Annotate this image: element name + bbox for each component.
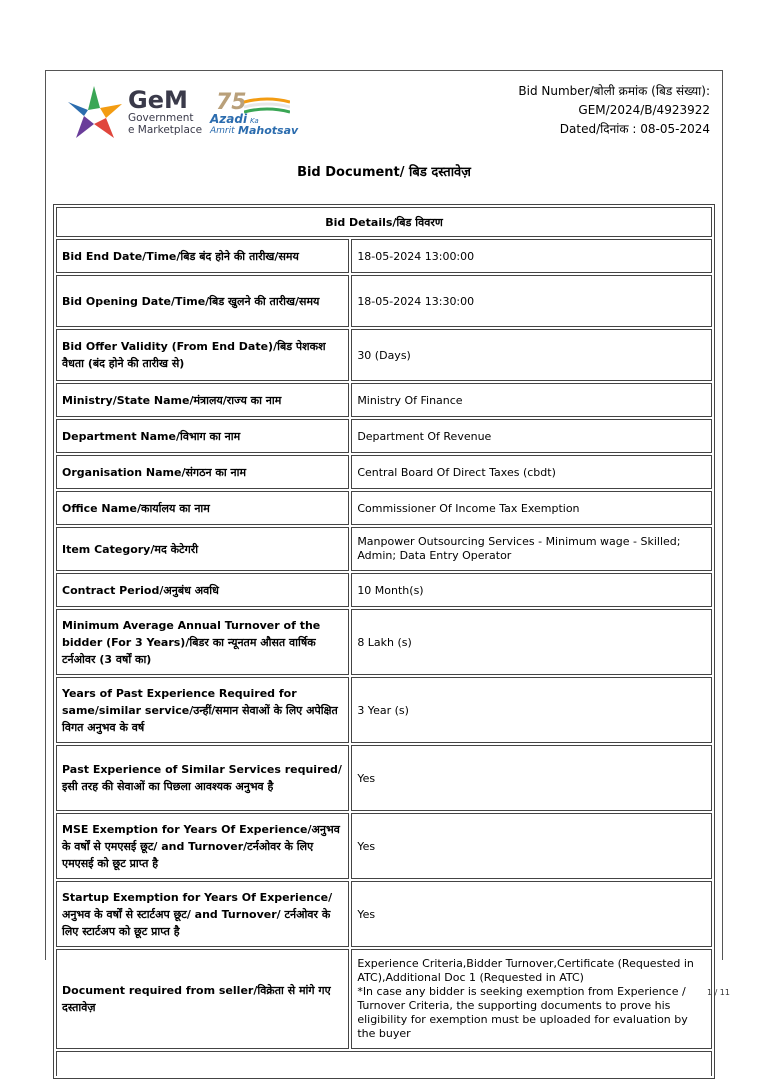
azadi-word: Azadi: [210, 112, 248, 126]
table-row: [56, 745, 712, 811]
row-value: Commissioner Of Income Tax Exemption: [351, 491, 712, 525]
table-row: [56, 491, 712, 525]
row-label: Office Name/कार्यालय का नाम: [56, 491, 349, 525]
bid-details-table: [53, 204, 715, 1079]
row-label: Document required from seller/विक्रेता से मांगे गए दस्तावेज़: [56, 949, 349, 1049]
row-value: 18-05-2024 13:00:00: [351, 239, 712, 273]
row-label: Past Experience of Similar Services required/इसी तरह की सेवाओं का पिछला आवश्यक अनुभव है: [56, 745, 349, 811]
document-title: Bid Document/ बिड दस्तावेज़: [297, 165, 471, 180]
row-label: Startup Exemption for Years Of Experience/अनुभव के वर्षों से स्टार्टअप छूट/ and Turnover/ टर्नओवर के लिए स्टार्टअप को छूट प्राप्त है: [56, 881, 349, 947]
row-label: Organisation Name/संगठन का नाम: [56, 455, 349, 489]
azadi-ka-amrit-mahotsav-logo: [210, 90, 300, 140]
page-number: 1 / 11: [706, 988, 730, 997]
table-header-row: [56, 207, 712, 237]
gem-star-icon: [64, 80, 126, 142]
row-label: MSE Exemption for Years Of Experience/अनुभव के वर्षों से एमएसई छूट/ and Turnover/टर्नओवर के लिए एमएसई को छूट प्राप्त है: [56, 813, 349, 879]
row-value: Department Of Revenue: [351, 419, 712, 453]
gem-wordmark: [128, 88, 202, 136]
row-label: Bid Opening Date/Time/बिड खुलने की तारीख/समय: [56, 275, 349, 327]
row-label: Department Name/विभाग का नाम: [56, 419, 349, 453]
table-row: [56, 573, 712, 607]
flag-stripes-icon: [244, 96, 290, 114]
row-value: Central Board Of Direct Taxes (cbdt): [351, 455, 712, 489]
row-value: 3 Year (s): [351, 677, 712, 743]
table-row: [56, 813, 712, 879]
table-heading: Bid Details/बिड विवरण: [56, 207, 712, 237]
bid-dated: Dated/दिनांक : 08-05-2024: [559, 122, 710, 136]
row-value: Yes: [351, 881, 712, 947]
gem-title: GeM: [128, 86, 188, 114]
azadi-ka: Ka: [250, 117, 259, 125]
azadi-mahotsav: Mahotsav: [238, 124, 299, 137]
table-row: [56, 383, 712, 417]
row-value: Manpower Outsourcing Services - Minimum wage - Skilled; Admin; Data Entry Operator: [351, 527, 712, 571]
row-value: 30 (Days): [351, 329, 712, 381]
row-value: 10 Month(s): [351, 573, 712, 607]
table-row: [56, 419, 712, 453]
empty-cell: [56, 1051, 712, 1076]
row-label: Minimum Average Annual Turnover of the bidder (For 3 Years)/बिडर का न्यूनतम औसत वार्षिक टर्नओवर (3 वर्षों का): [56, 609, 349, 675]
table-row: [56, 881, 712, 947]
table-row: [56, 275, 712, 327]
gem-logo: [64, 80, 304, 150]
azadi-75: 75: [216, 90, 247, 115]
table-row: [56, 239, 712, 273]
bid-number-label: Bid Number/बोली क्रमांक (बिड संख्या):: [518, 84, 710, 98]
gem-sub-marketplace: e Marketplace: [128, 124, 203, 136]
table-row: [56, 677, 712, 743]
azadi-amrit: Amrit: [210, 126, 235, 136]
table-row: [56, 329, 712, 381]
bid-header: [518, 82, 710, 139]
row-label: Item Category/मद केटेगरी: [56, 527, 349, 571]
row-value: Yes: [351, 813, 712, 879]
row-value: Yes: [351, 745, 712, 811]
row-label: Bid Offer Validity (From End Date)/बिड पेशकश वैधता (बंद होने की तारीख से): [56, 329, 349, 381]
table-row: [56, 527, 712, 571]
row-value: 8 Lakh (s): [351, 609, 712, 675]
row-label: Years of Past Experience Required for same/similar service/उन्हीं/समान सेवाओं के लिए अपेक्षित विगत अनुभव के वर्ष: [56, 677, 349, 743]
row-value: Ministry Of Finance: [351, 383, 712, 417]
table-row-empty: [56, 1051, 712, 1076]
row-value: 18-05-2024 13:30:00: [351, 275, 712, 327]
row-label: Contract Period/अनुबंध अवधि: [56, 573, 349, 607]
row-label: Ministry/State Name/मंत्रालय/राज्य का नाम: [56, 383, 349, 417]
gem-sub-government: Government: [128, 112, 194, 124]
table-row: [56, 455, 712, 489]
bid-number: GEM/2024/B/4923922: [578, 103, 710, 117]
table-row: [56, 949, 712, 1049]
table-row: [56, 609, 712, 675]
row-value: Experience Criteria,Bidder Turnover,Certificate (Requested in ATC),Additional Doc 1 (Requested in ATC) *In case any bidder is seeking exemption from Experience / Turnover Criteria, the supporting documents to prove his eligibility for exemption must be uploaded for evaluation by the buyer: [351, 949, 712, 1049]
row-label: Bid End Date/Time/बिड बंद होने की तारीख/समय: [56, 239, 349, 273]
